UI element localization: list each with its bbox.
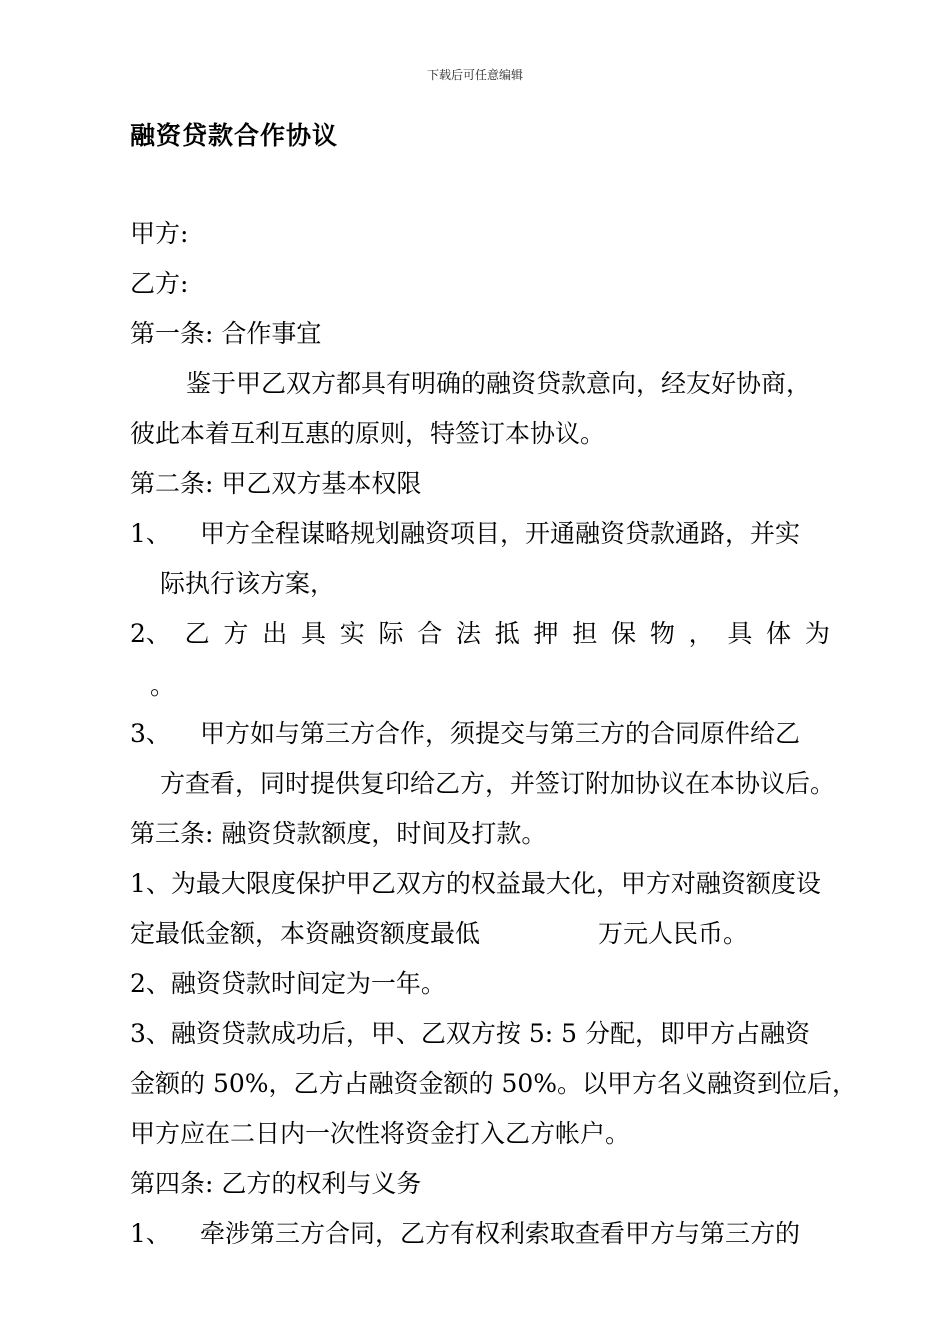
char: 担 — [572, 619, 598, 648]
item-number: 1、 — [130, 519, 171, 548]
item-text: 牵涉第三方合同，乙方有权利索取查看甲方与第三方的 — [200, 1219, 801, 1248]
article3-item3-line2: 金额的 50%，乙方占融资金额的 50%。以甲方名义融资到位后， — [130, 1069, 858, 1098]
item-number: 3、 — [130, 719, 171, 748]
article1-paragraph-line1: 鉴于甲乙双方都具有明确的融资贷款意向，经友好协商， — [186, 369, 812, 398]
item-text: 甲方全程谋略规划融资项目，开通融资贷款通路，并实 — [200, 519, 801, 548]
char: 法 — [456, 619, 482, 648]
article2-heading: 第二条: 甲乙双方基本权限 — [130, 469, 422, 498]
char: 保 — [611, 619, 637, 648]
article2-item2-continuation: 。 — [150, 671, 176, 700]
article2-item1 — [130, 518, 800, 550]
document-title: 融资贷款合作协议 — [130, 121, 339, 150]
item-number: 1、 — [130, 1219, 171, 1248]
header-note: 下载后可任意编辑 — [426, 68, 523, 82]
char: ， — [688, 619, 714, 648]
article1-paragraph-line2: 彼此本着互利互惠的原则，特签订本协议。 — [130, 419, 606, 448]
article3-item3-line3: 甲方应在二日内一次性将资金打入乙方帐户。 — [130, 1119, 631, 1148]
article3-item1-line1: 1、为最大限度保护甲乙双方的权益最大化，甲方对融资额度设 — [130, 869, 821, 898]
article3-item1-line2 — [130, 918, 748, 950]
char: 具 — [727, 619, 753, 648]
char: 方 — [223, 619, 249, 648]
char: 物 — [649, 619, 675, 648]
article2-item3 — [130, 718, 800, 750]
article4-item1 — [130, 1218, 800, 1250]
article3-item3-line1: 3、融资贷款成功后，甲、乙双方按 5: 5 分配，即甲方占融资 — [130, 1019, 810, 1048]
char: 出 — [262, 619, 288, 648]
char: 具 — [300, 619, 326, 648]
char: 为 — [804, 619, 830, 648]
article4-heading: 第四条: 乙方的权利与义务 — [130, 1169, 422, 1198]
party-a-label: 甲方: — [130, 219, 189, 248]
article2-item1-continuation: 际执行该方案， — [160, 569, 336, 598]
party-b-label: 乙方: — [130, 269, 189, 298]
char: 抵 — [494, 619, 520, 648]
char: 实 — [339, 619, 365, 648]
article3-item2: 2、融资贷款时间定为一年。 — [130, 969, 446, 998]
min-amount-text: 定最低金额，本资融资额度最低 — [130, 919, 481, 948]
article2-item3-continuation: 方查看，同时提供复印给乙方，并签订附加协议在本协议后。 — [160, 769, 836, 798]
item-number: 2、 — [130, 619, 171, 648]
item-text: 甲方如与第三方合作，须提交与第三方的合同原件给乙 — [200, 719, 801, 748]
article1-heading: 第一条: 合作事宜 — [130, 319, 322, 348]
char: 体 — [766, 619, 792, 648]
char: 合 — [417, 619, 443, 648]
article2-item2 — [130, 618, 830, 650]
char: 乙 — [184, 619, 210, 648]
currency-unit-text: 万元人民币。 — [598, 919, 749, 948]
char: 际 — [378, 619, 404, 648]
char: 押 — [533, 619, 559, 648]
article3-heading: 第三条: 融资贷款额度，时间及打款。 — [130, 819, 547, 848]
